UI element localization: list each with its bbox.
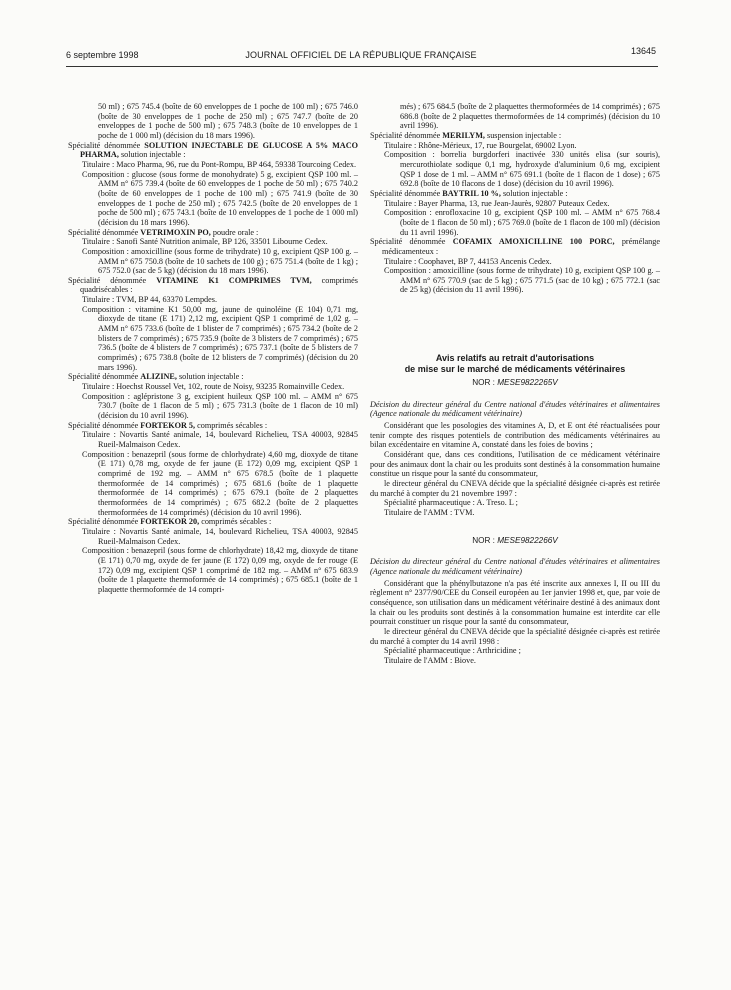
specialty-prefix: Spécialité dénommée xyxy=(68,517,141,527)
specialty-form: comprimés sécables : xyxy=(195,420,268,430)
listing-paragraph: Composition : aglépristone 3 g, excipient huileux QSP 100 ml. – AMM n° 675 730.7 (boîte de 1 flacon de 5 ml) ; 675 731.3 (boîte de 1 flacon de 10 ml) (décision du 10 avril 1996). xyxy=(82,391,358,420)
left-column xyxy=(68,102,358,594)
specialty-prefix: Spécialité dénommée xyxy=(370,237,453,247)
specialty-prefix: Spécialité dénommée xyxy=(68,140,145,150)
specialty-form: suspension injectable : xyxy=(484,130,562,140)
notice-paragraph: Considérant que la phénylbutazone n'a pas été inscrite aux annexes I, II ou III du règlement n° 2377/90/CEE du Conseil européen au 1er janvier 1998 et, que, par voie de conséquence, son utilisation dans un médicament vétérinaire destiné à des animaux dont la chair ou les produits sont destinés à la consommation humaine est interdite car elle pourrait constituer un risque pour la santé du consommateur, xyxy=(370,578,660,627)
specialty-form: prémélange médicamenteux : xyxy=(382,237,661,256)
withdrawn-specialty: Spécialité pharmaceutique : A. Treso. L ; xyxy=(384,498,518,508)
specialty-prefix: Spécialité dénommée xyxy=(68,227,141,237)
listing-paragraph: Titulaire : TVM, BP 44, 63370 Lempdes. xyxy=(82,295,218,305)
specialty-name: ALIZINE, xyxy=(140,372,177,382)
listing-paragraph: 50 ml) ; 675 745.4 (boîte de 60 enveloppes de 1 poche de 100 ml) ; 675 746.0 (boîte de 30 enveloppes de 1 poche de 250 ml) ; 675 747.7 (boîte de 20 enveloppes de 1 poche de 500 ml) ; 675 748.3 (boîte de 10 enveloppes de 1 poche de 1 000 ml) (décision du 18 mars 1996). xyxy=(98,102,358,140)
notice-paragraph: le directeur général du CNEVA décide que la spécialité désignée ci-après est retirée du marché à compter du 14 avril 1998 : xyxy=(370,626,660,646)
nor-label: NOR : xyxy=(472,535,498,545)
specialty-form: comprimés sécables : xyxy=(199,517,272,527)
header-page-number: 13645 xyxy=(630,46,656,56)
specialty-heading xyxy=(68,421,358,431)
listing-paragraph: Composition : glucose (sous forme de monohydrate) 5 g, excipient QSP 100 ml. – AMM n° 675 739.4 (boîte de 60 enveloppes de 1 poche de 50 ml) ; 675 740.2 (boîte de 60 enveloppes de 1 poche de 100 ml) ; 675 741.9 (boîte de 30 enveloppes de 1 poche de 250 ml) ; 675 742.5 (boîte de 20 enveloppes de 1 poche de 500 ml) ; 675 743.1 (boîte de 10 enveloppes de 1 poche de 1 000 ml) (décision du 18 mars 1996). xyxy=(82,169,358,227)
authorisation-holder: Titulaire de l'AMM : Biove. xyxy=(384,655,476,665)
specialty-name: COFAMIX AMOXICILLINE 100 PORC, xyxy=(452,237,615,247)
listing-paragraph: Titulaire : Maco Pharma, 96, rue du Pont-Rompu, BP 464, 59338 Tourcoing Cedex. xyxy=(82,159,357,169)
listing-paragraph: Titulaire : Bayer Pharma, 13, rue Jean-Jaurès, 92807 Puteaux Cedex. xyxy=(384,198,610,208)
nor-code: MESE9822266V xyxy=(497,535,558,545)
specialty-name: BAYTRIL 10 %, xyxy=(442,188,501,198)
header-journal-title: JOURNAL OFFICIEL DE LA RÉPUBLIQUE FRANÇAISE xyxy=(245,50,477,60)
nor-reference-2 xyxy=(370,536,660,546)
specialty-prefix: Spécialité dénommée xyxy=(370,130,443,140)
listing-paragraph: Composition : benazepril (sous forme de chlorhydrate) 18,42 mg, dioxyde de titane (E 171) 0,70 mg, oxyde de fer jaune (E 172) 0,09 mg, oxyde de fer rouge (E 172) 0,09 mg, excipient QSP 1 comprimé de 182 mg. – AMM n° 675 683.9 (boîte de 1 plaquette thermoformée de 14 comprimés) ; 675 685.1 (boîte de 1 plaquette thermoformée de 14 compri- xyxy=(82,546,358,594)
listing-paragraph: Composition : amoxicilline (sous forme de trihydrate) 10 g, excipient QSP 100 g. – AMM n° 675 750.8 (boîte de 10 sachets de 100 g) ; 675 751.4 (boîte de 1 kg) ; 675 752.0 (sac de 5 kg) (décision du 18 mars 1996). xyxy=(82,246,358,276)
listing-paragraph: Composition : borrelia burgdorferi inactivée 330 unités elisa (sur souris), mercurothiolate sodique 0,1 mg, hydroxyde d'aluminium 0,6 mg, excipient QSP 1 dose de 1 ml. – AMM n° 675 691.1 (boîte de 1 flacon de 1 dose) ; 675 692.8 (boîte de 10 flacons de 1 dose) (décision du 10 avril 1996). xyxy=(384,150,660,189)
specialty-heading xyxy=(370,131,660,141)
listing-paragraph: Titulaire : Hoechst Roussel Vet, 102, route de Noisy, 93235 Romainville Cedex. xyxy=(82,382,345,392)
withdrawn-specialty: Spécialité pharmaceutique : Arthricidine ; xyxy=(384,646,521,656)
specialty-name: FORTEKOR 5, xyxy=(140,420,196,430)
specialty-name: MERILYM, xyxy=(442,130,485,140)
specialty-prefix: Spécialité dénommée xyxy=(68,420,141,430)
specialty-name: VETRIMOXIN PO, xyxy=(140,227,211,237)
listing-paragraph: Titulaire : Coophavet, BP 7, 44153 Ancenis Cedex. xyxy=(384,256,552,266)
listing-paragraph: Titulaire : Novartis Santé animale, 14, boulevard Richelieu, TSA 40003, 92845 Rueil-Malmaison Cedex. xyxy=(82,430,358,449)
listing-paragraph: Composition : enrofloxacine 10 g, excipient QSP 100 ml. – AMM n° 675 768.4 (boîte de 1 flacon de 50 ml) ; 675 769.0 (boîte de 1 flacon de 100 ml) (décision du 11 avril 1996). xyxy=(384,208,660,237)
specialty-heading xyxy=(68,372,358,382)
listing-paragraph: Composition : amoxicilline (sous forme de trihydrate) 10 g, excipient QSP 100 g. – AMM n° 675 770.9 (sac de 5 kg) ; 675 771.5 (sac de 10 kg) ; 675 772.1 (sac de 25 kg) (décision du 11 avril 1996). xyxy=(384,266,660,295)
specialty-heading xyxy=(370,189,660,199)
header-date: 6 septembre 1998 xyxy=(66,50,139,60)
listing-paragraph: més) ; 675 684.5 (boîte de 2 plaquettes thermoformées de 14 comprimés) ; 675 686.8 (boîte de 2 plaquettes thermoformées de 14 comprimés) (décision du 10 avril 1996). xyxy=(400,102,660,131)
listing-paragraph: Titulaire : Sanofi Santé Nutrition animale, BP 126, 33501 Libourne Cedex. xyxy=(82,237,328,247)
listing-paragraph: Composition : benazepril (sous forme de chlorhydrate) 4,60 mg, dioxyde de titane (E 171) 0,78 mg, oxyde de fer jaune (E 172) 0,09 mg, excipient QSP 1 comprimé de 192 mg. – AMM n° 675 678.5 (boîte de 1 plaquette thermoformée de 14 comprimés) ; 675 681.6 (boîte de 1 plaquette thermoformée de 14 comprimés) ; 675 679.1 (boîte de 2 plaquettes thermoformées de 14 comprimés) ; 675 682.2 (boîte de 2 plaquettes thermoformées de 14 comprimés) (décision du 10 avril 1996). xyxy=(82,449,358,517)
notice-paragraph: Considérant que les posologies des vitamines A, D, et E ont été réactualisées pour tenir compte des risques potentiels de contribution des médicaments vétérinaires au bilan excédentaire en vitamine A, constaté dans les foies de bovins ; xyxy=(370,421,660,450)
specialty-name: VITAMINE K1 COMPRIMES TVM, xyxy=(156,275,312,285)
specialty-prefix: Spécialité dénommée xyxy=(370,188,443,198)
decision-heading-2: Décision du directeur général du Centre national d'études vétérinaires et alimentaires (Agence nationale du médicament vétérinaire) xyxy=(370,557,660,576)
notice-paragraph: Considérant que, dans ces conditions, l'utilisation de ce médicament vétérinaire pour des animaux dont la chair ou les produits sont destinés à la consommation humaine constitue un risque pour la santé du consommateur, xyxy=(370,450,660,479)
listing-paragraph: Composition : vitamine K1 50,00 mg, jaune de quinoléine (E 104) 0,71 mg, dioxyde de titane (E 171) 2,12 mg, excipient QSP 1 comprimé de 1,02 g. – AMM n° 675 733.6 (boîte de 1 blister de 7 comprimés) ; 675 734.2 (boîte de 2 blisters de 7 comprimés) ; 675 735.9 (boîte de 3 blisters de 7 comprimés) ; 675 736.5 (boîte de 4 blisters de 7 comprimés) ; 675 737.1 (boîte de 5 blisters de 7 comprimés) ; 675 738.8 (boîte de 12 blisters de 7 comprimés) (décision du 20 mars 1996). xyxy=(82,304,358,372)
specialty-form: solution injectable : xyxy=(500,188,568,198)
decision-heading-1: Décision du directeur général du Centre national d'études vétérinaires et alimentaires (Agence nationale du médicament vétérinaire) xyxy=(370,399,660,419)
specialty-form: poudre orale : xyxy=(210,227,259,237)
notice-title-line2: de mise sur le marché de médicaments vétérinaires xyxy=(404,363,626,374)
specialty-prefix: Spécialité dénommée xyxy=(68,372,141,382)
specialty-heading xyxy=(68,141,358,160)
page-header xyxy=(66,46,656,64)
header-rule xyxy=(66,66,658,67)
specialty-name: SOLUTION INJECTABLE DE GLUCOSE A 5% MACO PHARMA, xyxy=(80,140,359,160)
specialty-heading xyxy=(68,228,358,238)
specialty-heading xyxy=(68,276,358,295)
authorisation-holder: Titulaire de l'AMM : TVM. xyxy=(384,508,475,517)
specialty-prefix: Spécialité dénommée xyxy=(68,275,157,285)
right-column-listings xyxy=(370,102,660,295)
right-column xyxy=(370,102,660,666)
specialty-form: comprimés quadrisécables : xyxy=(80,275,358,295)
nor-label: NOR : xyxy=(472,378,498,388)
specialty-form: solution injectable : xyxy=(118,150,186,160)
notice-title-line1: Avis relatifs au retrait d'autorisations xyxy=(435,353,595,364)
listing-paragraph: Titulaire : Rhône-Mérieux, 17, rue Bourgelat, 69002 Lyon. xyxy=(384,140,577,150)
notice-title xyxy=(370,353,660,374)
specialty-form: solution injectable : xyxy=(176,372,244,382)
notice-paragraph: le directeur général du CNEVA décide que la spécialité désignée ci-après est retirée du marché à compter du 21 novembre 1997 : xyxy=(370,479,660,498)
listing-paragraph: Titulaire : Novartis Santé animale, 14, boulevard Richelieu, TSA 40003, 92845 Rueil-Malmaison Cedex. xyxy=(82,526,358,546)
specialty-name: FORTEKOR 20, xyxy=(140,517,200,527)
specialty-heading xyxy=(68,517,358,527)
nor-reference-1 xyxy=(370,378,660,388)
specialty-heading xyxy=(370,237,660,256)
nor-code: MESE9822265V xyxy=(497,378,558,388)
